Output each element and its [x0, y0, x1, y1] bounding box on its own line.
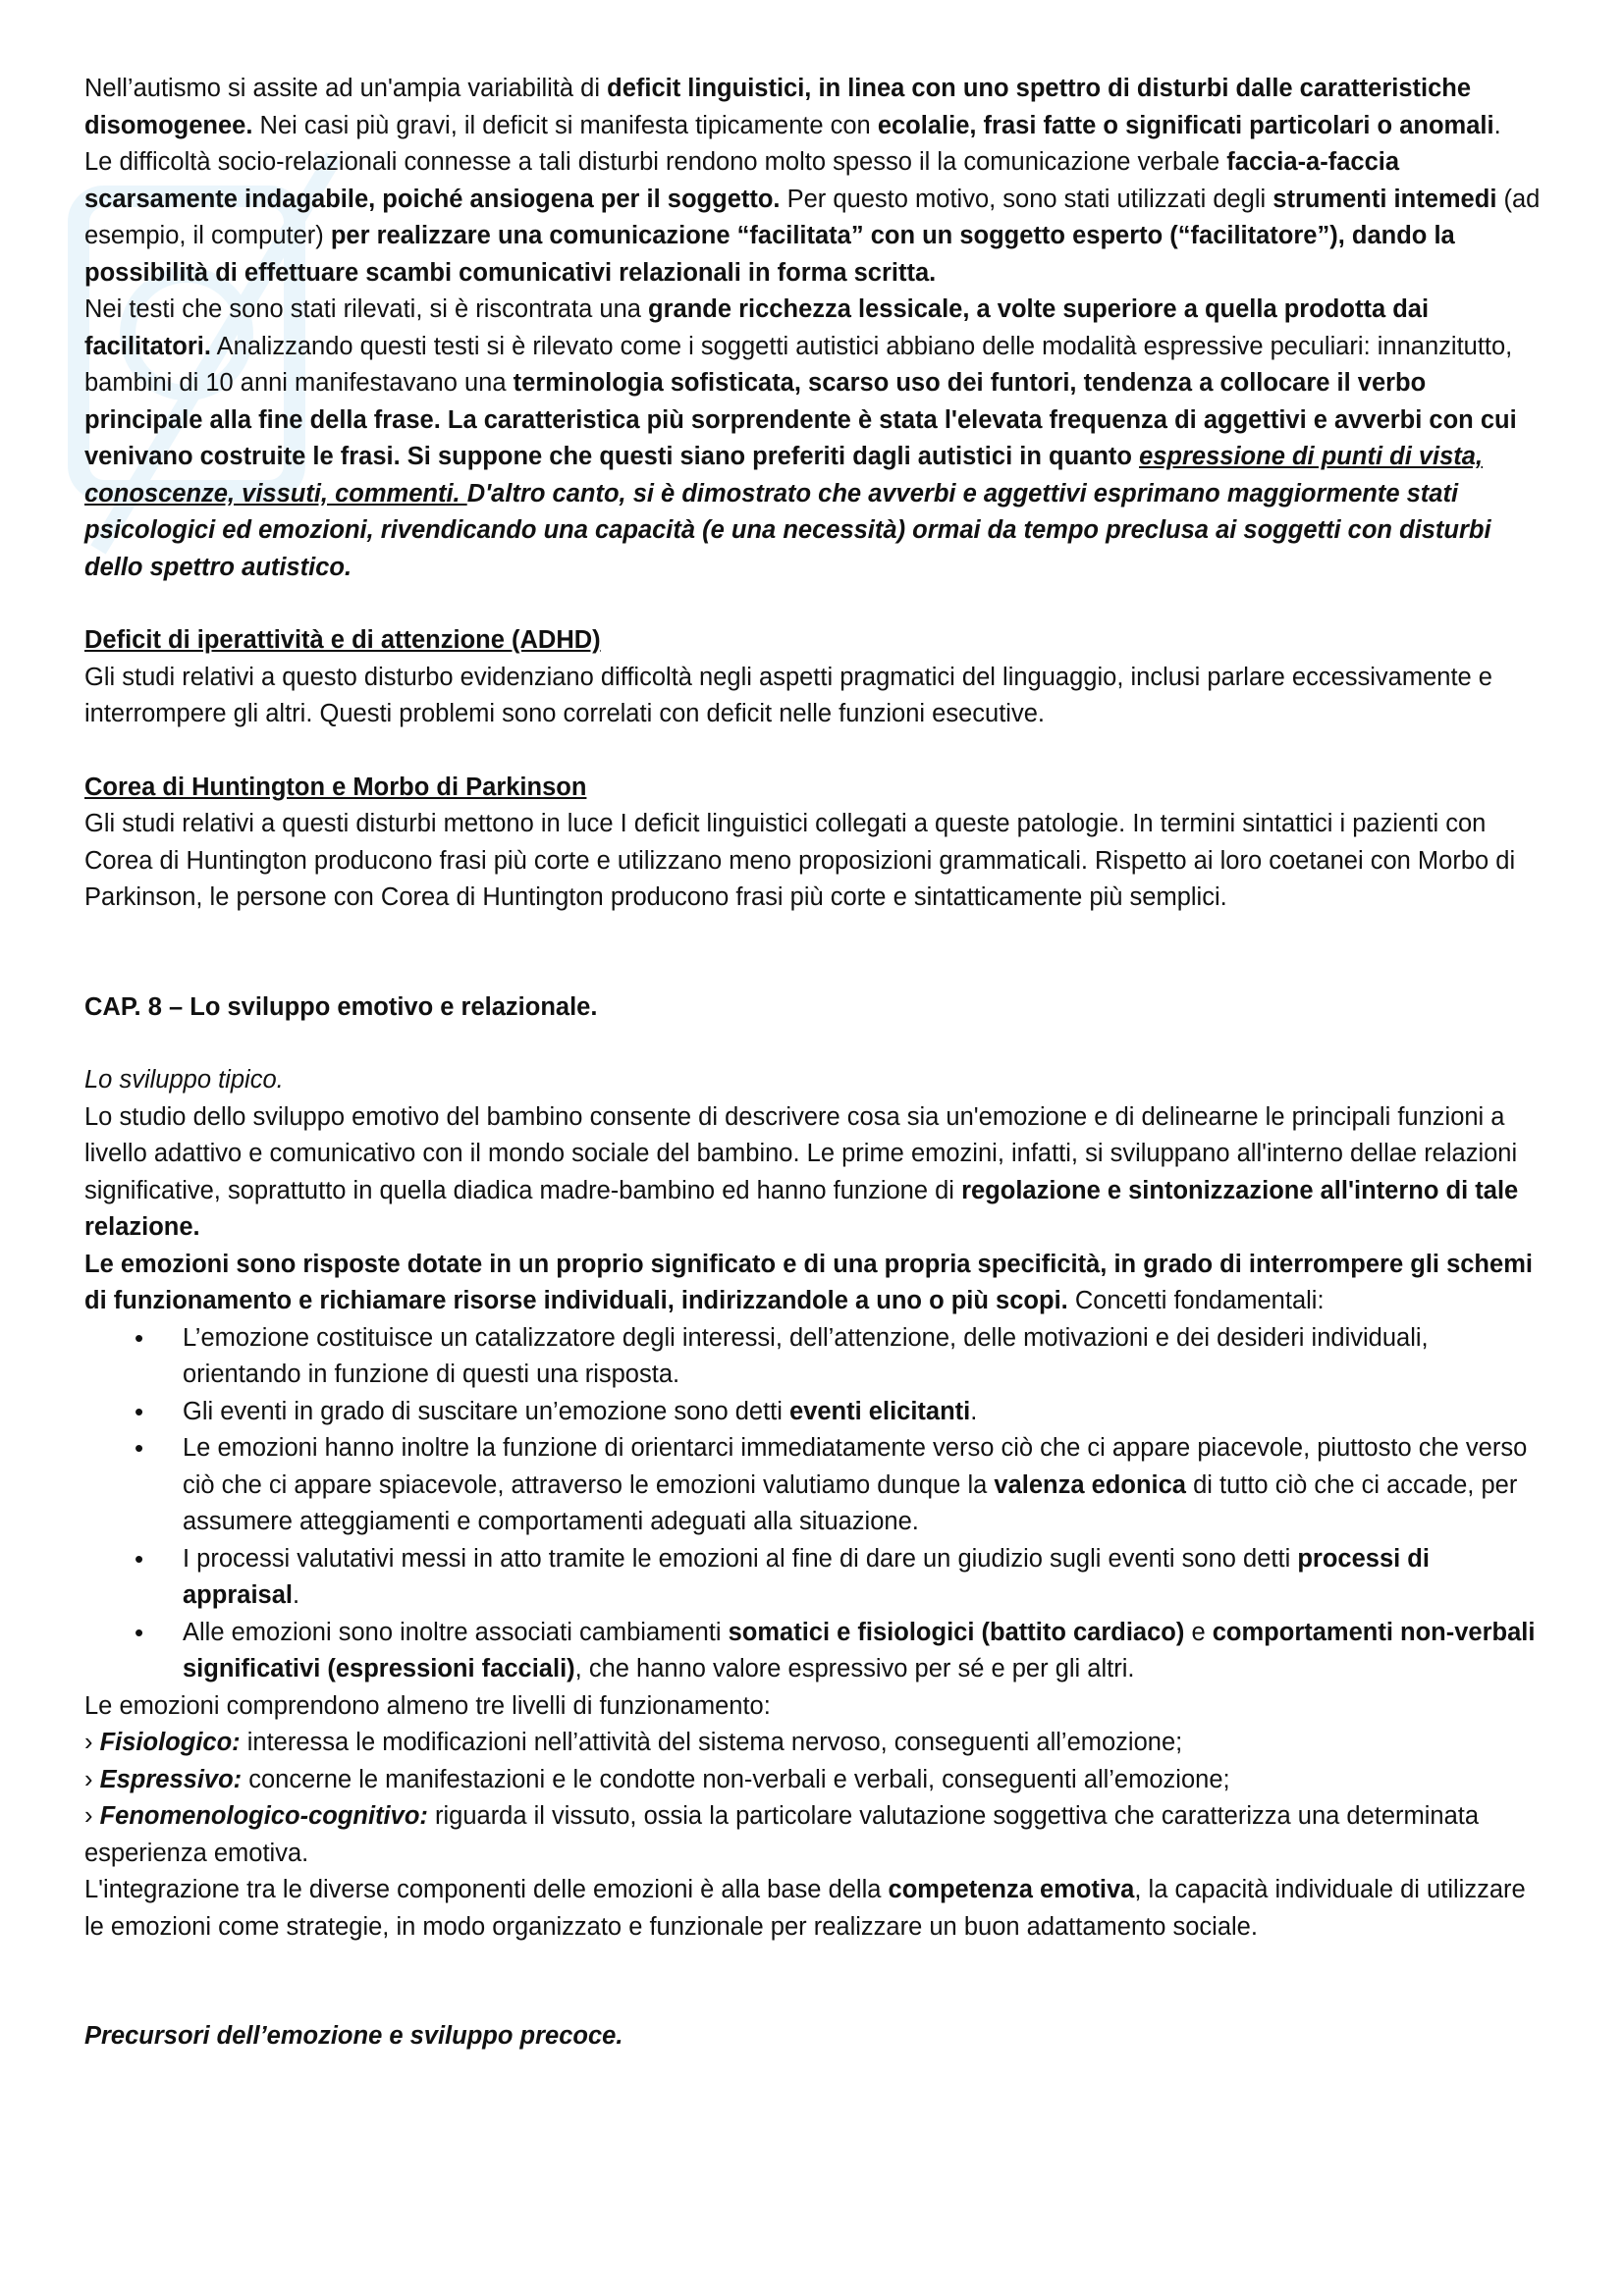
text-run: Espressivo:: [99, 1765, 243, 1793]
text-run: deficit linguistici, in linea con uno spettro di disturbi dalle caratteristiche disomogenee.: [84, 75, 1472, 139]
text-run: D'altro canto, si è dimostrato che avverbi e aggettivi esprimano maggiormente stati psicologici ed emozioni, rivendicando una capacità (e una necessità) ormai da tempo preclusa ai soggetti con disturbi dello spettro autistico.: [84, 479, 1491, 581]
text-run: Gli eventi in grado di suscitare un’emozione sono detti: [183, 1397, 790, 1425]
list-item: [84, 1394, 1547, 1431]
text-run: di tutto ciò che ci accade, per assumere atteggiamenti e comportamenti adeguati alla situazione.: [183, 1470, 1518, 1535]
text-run: Le emozioni sono risposte dotate in un proprio significato e di una propria specificità, in grado di interrompere gli schemi di funzionamento e richiamare risorse individuali, indirizzandole a uno o più scopi.: [84, 1250, 1533, 1314]
text-run: .: [292, 1581, 300, 1609]
text-run: (ad esempio, il computer): [84, 185, 1541, 249]
list-item: [84, 1541, 1547, 1615]
text-run: ›: [84, 1802, 100, 1830]
text-run: , che hanno valore espressivo per sé e per gli altri.: [574, 1655, 1135, 1682]
text-run: Le difficoltà socio-relazionali connesse a tali disturbi rendono molto spesso il la comunicazione verbale: [84, 148, 1227, 176]
text-run: competenza emotiva: [888, 1876, 1135, 1903]
integration-paragraph: [84, 1872, 1547, 1946]
text-run: I processi valutativi messi in atto tramite le emozioni al fine di dare un giudizio sugli eventi sono detti: [183, 1544, 1298, 1573]
text-run: , la capacità individuale di utilizzare le emozioni come strategie, in modo organizzato e funzionale per realizzare un buon adattamento sociale.: [84, 1876, 1526, 1941]
huntington-heading: Corea di Huntington e Morbo di Parkinson: [84, 773, 587, 801]
text-run: eventi elicitanti: [789, 1397, 971, 1425]
text-run: espressione di punti di vista, conoscenze, vissuti, commenti.: [84, 443, 1484, 507]
text-run: interessa le modificazioni nell’attività del sistema nervoso, conseguenti all’emozione;: [240, 1729, 1183, 1756]
text-run: Le emozioni hanno inoltre la funzione di orientarci immediatamente verso ciò che ci appare piacevole, piuttosto che verso ciò che ci appare spiacevole, attraverso le emozioni valutiamo dunque la: [183, 1434, 1528, 1499]
text-run: ecolalie, frasi fatte o significati particolari o anomali: [877, 111, 1494, 139]
text-run: riguarda il vissuto, ossia la particolare valutazione soggettiva che caratterizza una determinata esperienza emotiva.: [84, 1802, 1480, 1867]
text-run: Concetti fondamentali:: [1067, 1287, 1325, 1314]
levels-intro: Le emozioni comprendono almeno tre livelli di funzionamento:: [84, 1691, 771, 1720]
text-run: Alle emozioni sono inoltre associati cambiamenti: [183, 1618, 729, 1646]
autism-paragraph-3: [84, 292, 1547, 586]
text-run: Fenomenologico-cognitivo:: [99, 1802, 428, 1830]
text-run: Lo studio dello sviluppo emotivo del bambino consente di descrivere cosa sia un'emozione e di delinearne le principali funzioni a livello adattivo e comunicativo con il mondo sociale del bambino. Le prime emozini, infatti, si sviluppano all'interno dellae relazioni significative, soprattutto in quella diadica madre-bambino ed hanno funzione di: [84, 1102, 1518, 1204]
text-run: [1132, 443, 1139, 470]
autism-paragraph-2: [84, 144, 1547, 292]
text-run: Nell’autismo si assite ad un'ampia variabilità di: [84, 75, 608, 102]
text-run: per realizzare una comunicazione “facilitata” con un soggetto esperto (“facilitatore”), dando la possibilità di effettuare scambi comunicativi relazionali in forma scritta.: [84, 222, 1455, 287]
autism-paragraph-1: [84, 71, 1547, 144]
text-run: somatici e fisiologici (battito cardiaco): [728, 1618, 1185, 1646]
document-page: [84, 71, 1547, 2056]
adhd-text: Gli studi relativi a questo disturbo evidenziano difficoltà negli aspetti pragmatici del linguaggio, inclusi parlare eccessivamente e interrompere gli altri. Questi problemi sono correlati con deficit nelle funzioni esecutive.: [84, 663, 1492, 727]
list-item: [84, 1615, 1547, 1688]
text-run: L’emozione costituisce un catalizzatore degli interessi, dell’attenzione, delle motivazioni e dei desideri individuali, orientando in funzione di questi una risposta.: [183, 1323, 1429, 1388]
text-run: comportamenti non-verbali significativi (espressioni facciali): [183, 1618, 1536, 1682]
text-run: e: [1184, 1618, 1213, 1646]
text-run: Analizzando questi testi si è rilevato come i soggetti autistici abbiano delle modalità espressive peculiari: innanzitutto, bambini di 10 anni manifestavano una: [84, 332, 1513, 397]
text-run: regolazione e sintonizzazione all'interno di tale relazione.: [84, 1176, 1519, 1241]
text-run: ›: [84, 1765, 100, 1793]
text-run: .: [1493, 111, 1501, 139]
level-phenomenological: [84, 1798, 1547, 1872]
text-run: Nei casi più gravi, il deficit si manifesta tipicamente con: [252, 111, 878, 139]
emotion-definition: [84, 1247, 1547, 1320]
level-expressive: [84, 1762, 1547, 1799]
level-physiological: [84, 1725, 1547, 1762]
next-section-heading: Precursori dell’emozione e sviluppo precoce.: [84, 2022, 623, 2050]
adhd-heading: Deficit di iperattività e di attenzione (ADHD): [84, 626, 601, 654]
text-run: processi di appraisal: [183, 1544, 1430, 1609]
text-run: strumenti intemedi: [1272, 185, 1497, 213]
text-run: valenza edonica: [994, 1470, 1186, 1499]
concepts-list: [84, 1320, 1547, 1688]
chapter-subtitle: Lo sviluppo tipico.: [84, 1066, 284, 1094]
text-run: L'integrazione tra le diverse componenti delle emozioni è alla base della: [84, 1876, 889, 1903]
text-run: faccia-a-faccia scarsamente indagabile, poiché ansiogena per il soggetto.: [84, 148, 1400, 213]
chapter-intro: [84, 1099, 1547, 1247]
text-run: Nei testi che sono stati rilevati, si è riscontrata una: [84, 295, 649, 323]
text-run: ›: [84, 1729, 100, 1756]
text-run: terminologia sofisticata, scarso uso dei funtori, tendenza a collocare il verbo principale alla fine della frase. La caratteristica più sorprendente è stata l'elevata frequenza di aggettivi e avverbi con cui venivano costruite le frasi. Si suppone che questi siano preferiti dagli autistici in quanto: [84, 369, 1517, 470]
text-run: grande ricchezza lessicale, a volte superiore a quella prodotta dai facilitatori.: [84, 295, 1430, 360]
chapter-title: CAP. 8 – Lo sviluppo emotivo e relazionale.: [84, 992, 598, 1021]
text-run: Fisiologico:: [99, 1729, 241, 1756]
text-run: Per questo motivo, sono stati utilizzati degli: [780, 185, 1273, 213]
text-run: concerne le manifestazioni e le condotte non-verbali e verbali, conseguenti all’emozione;: [242, 1765, 1230, 1793]
text-run: .: [970, 1397, 978, 1425]
huntington-text: Gli studi relativi a questi disturbi mettono in luce I deficit linguistici collegati a queste patologie. In termini sintattici i pazienti con Corea di Huntington producono frasi più corte e utilizzano meno proposizioni grammaticali. Rispetto ai loro coetanei con Morbo di Parkinson, le persone con Corea di Huntington producono frasi più corte e sintatticamente più semplici.: [84, 810, 1516, 911]
list-item: [84, 1320, 1547, 1394]
list-item: [84, 1430, 1547, 1541]
